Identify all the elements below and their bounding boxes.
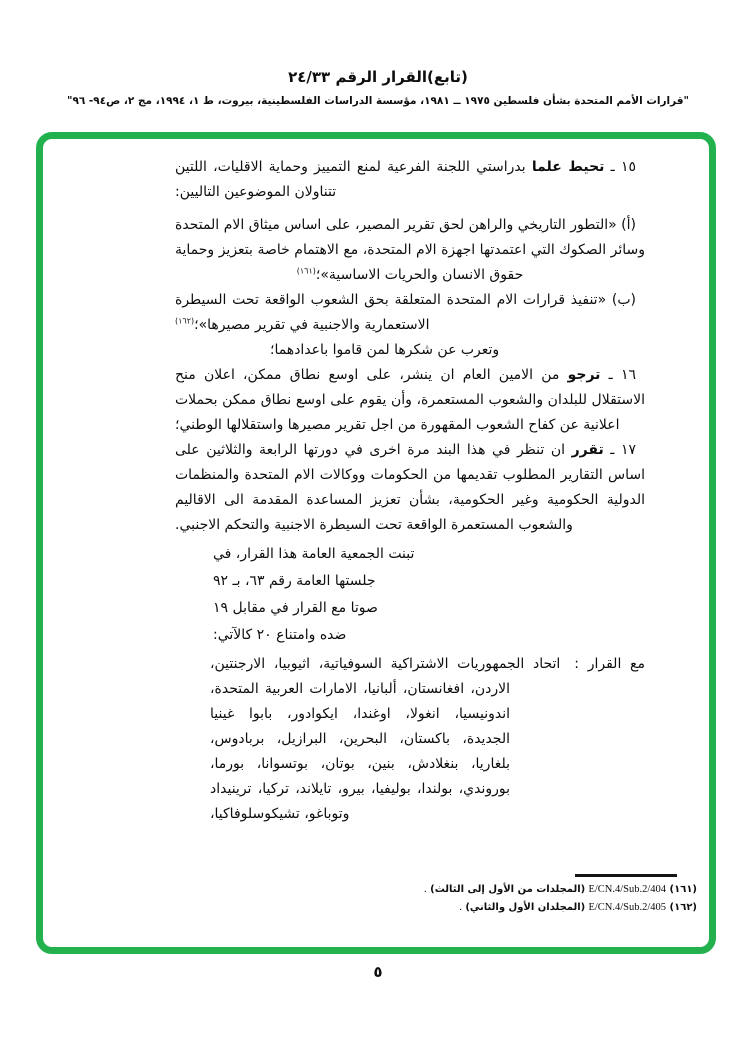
- adoption-note-line: صوتا مع القرار في مقابل ١٩: [213, 600, 378, 616]
- footnote-separator-rule: [575, 874, 677, 877]
- paragraph-15: ١٥ ـ تحيط علما بدراستي اللجنة الفرعية لمنع التمييز وحماية الاقليات، اللتين تتناولان الموضوعين التاليين:: [175, 159, 636, 200]
- thanks-line: وتعرب عن شكرها لمن قاموا باعدادهما؛: [270, 342, 500, 358]
- vote-with-label: مع القرار :: [574, 656, 645, 672]
- vote-with-countries: اتحاد الجمهوريات الاشتراكية السوفياتية، اثيوبيا، الارجنتين، الاردن، افغانستان، ألبانيا، الامارات العربية المتحدة، اندونيسيا، انغولا، اوغندا، ايكوادور، بابوا غينيا الجديدة، باكستان، البحرين، البرازيل، بربادوس، بلغاريا، بنغلادش، بنين، بوتان، بوتسوانا، بورما، بوروندي، بولندا، بوليفيا، بيرو، تايلاند، تركيا، ترينيداد وتوباغو، تشيكوسلوفاكيا،: [210, 656, 561, 822]
- paragraph-sub-b: (ب) «تنفيذ قرارات الام المتحدة المتعلقة بحق الشعوب الواقعة تحت السيطرة الاستعمارية والاجنبية في تقرير مصيرها»؛$^{(١٦٢)}$: [175, 292, 636, 333]
- paragraph-sub-a: (أ) «التطور التاريخي والراهن لحق تقرير المصير، على اساس ميثاق الام المتحدة وسائر الصكوك التي اعتمدتها اجهزة الام المتحدة، مع الاهتمام خاصة بتعزيز وحماية حقوق الانسان والحريات الاساسية»؛$^{(١٦١)}$: [175, 217, 645, 283]
- page-number: ٥: [373, 963, 383, 981]
- adoption-note: [175, 541, 645, 649]
- footnote-line: (١٦١) E/CN.4/Sub.2/404 (المجلدات من الأول إلى الثالث) .: [423, 884, 697, 895]
- body-text-column: [175, 155, 645, 827]
- source-citation-line: "قرارات الأمم المتحدة بشأن فلسطين ١٩٧٥ ــ ١٩٨١، مؤسسة الدراسات الفلسطينية، بيروت، ط ١، ١٩٩٤، مج ٢، ص٩٤- ٩٦": [66, 95, 690, 107]
- vote-with-paragraph: [210, 652, 645, 827]
- footnotes-block: [424, 881, 697, 917]
- paragraph-16: ١٦ ـ ترجو من الامين العام ان ينشر، على اوسع نطاق ممكن، اعلان منح الاستقلال للبلدان والشعوب المستعمرة، وأن يقوم على اوسع نطاق ممكن بحملات اعلانية عن كفاح الشعوب المقهورة من اجل تقرير مصيرها واستقلالها الوطني؛: [175, 367, 645, 433]
- resolution-title: (تابع)القرار الرقم ٢٤/٣٣: [288, 68, 468, 86]
- adoption-note-line: ضده وامتناع ٢٠ كالآتي:: [213, 627, 347, 643]
- footnote-line: (١٦٢) E/CN.4/Sub.2/405 (المجلدان الأول والثاني) .: [459, 902, 697, 913]
- adoption-note-line: تبنت الجمعية العامة هذا القرار، في: [213, 546, 415, 562]
- page-header: [0, 68, 756, 107]
- green-annotation-frame: [36, 132, 716, 954]
- paragraph-17: ١٧ ـ تقرر ان تنظر في هذا البند مرة اخرى في دورتها الرابعة والثلاثين على اساس التقارير المطلوب تقديمها من الحكومات ووكالات الام المتحدة والمنظمات الدولية الحكومية وغير الحكومية، بشأن تعزيز المساعدة المقدمة الى الاقاليم والشعوب المستعمرة الواقعة تحت السيطرة الاجنبية والتحكم الاجنبي.: [175, 442, 645, 533]
- adoption-note-line: جلستها العامة رقم ٦٣، بـ ٩٢: [213, 573, 376, 589]
